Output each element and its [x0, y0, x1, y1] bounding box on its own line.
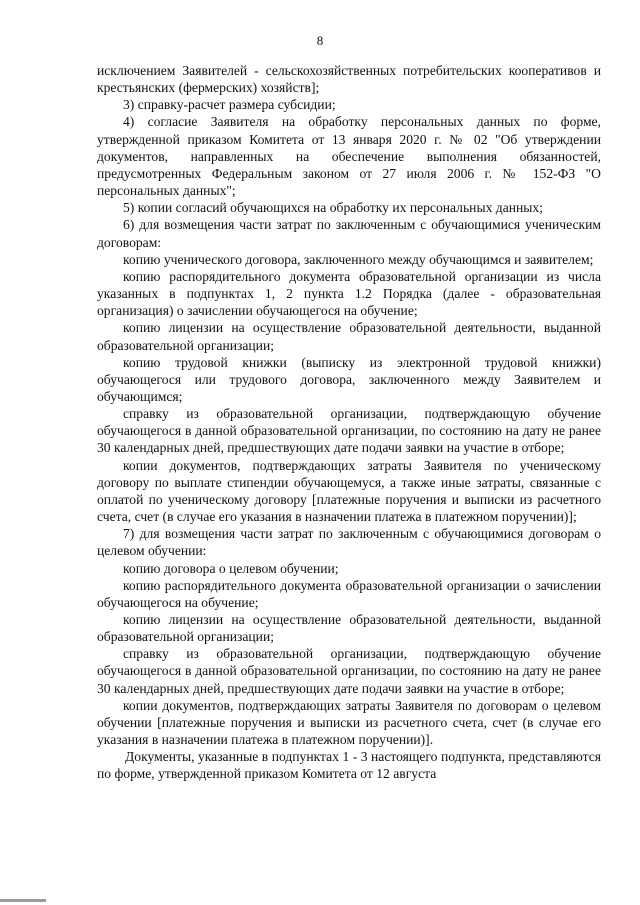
paragraph: 7) для возмещения части затрат по заключенным с обучающимися договорам о целевом обучении:	[97, 526, 601, 559]
paragraph: копии документов, подтверждающих затраты Заявителя по ученическому договору по выплате стипендии обучающемуся, а также иные затраты, связанные с оплатой по ученическому договору [платежные поручения и выписки из расчетного счета, счет (в случае его указания в назначении платежа в платежном поручении)];	[97, 457, 601, 525]
paragraph: 5) копии согласий обучающихся на обработку их персональных данных;	[123, 200, 543, 216]
paragraph: копию договора о целевом обучении;	[123, 560, 339, 576]
paragraph: Документы, указанные в подпунктах 1 - 3 настоящего подпункта, представляются по форме, утвержденной приказом Комитета от 12 августа	[97, 749, 601, 782]
paragraph: справку из образовательной организации, подтверждающую обучение обучающегося в данной образовательной организации, по состоянию на дату не ранее 30 календарных дней, предшествующих дате подачи заявки на участие в отборе;	[97, 646, 601, 696]
paragraph: справку из образовательной организации, подтверждающую обучение обучающегося в данной образовательной организации, по состоянию на дату не ранее 30 календарных дней, предшествующих дате подачи заявки на участие в отборе;	[97, 406, 601, 456]
paragraph: копию ученического договора, заключенного между обучающимся и заявителем;	[123, 251, 594, 267]
paragraph: копию распорядительного документа образовательной организации о зачислении обучающегося на обучение;	[97, 577, 601, 610]
paragraph: копию трудовой книжки (выписку из электронной трудовой книжки) обучающегося или трудового договора, заключенного между Заявителем и обучающимся;	[97, 354, 601, 404]
page-number: 8	[316, 33, 324, 48]
paragraph: 3) справку-расчет размера субсидии;	[123, 97, 336, 113]
paragraph: копию лицензии на осуществление образовательной деятельности, выданной образовательной организации;	[97, 320, 601, 353]
paragraph: копию распорядительного документа образовательной организации из числа указанных в подпунктах 1, 2 пункта 1.2 Порядка (далее - образовательная организация) о зачислении обучающегося на обучение;	[97, 268, 601, 319]
scan-edge-mark	[0, 899, 46, 902]
paragraph: копии документов, подтверждающих затраты Заявителя по договорам о целевом обучении [платежные поручения и выписки из расчетного счета, счет (в случае его указания в назначении платежа в платежном поручении)].	[97, 697, 601, 748]
paragraph: 4) согласие Заявителя на обработку персональных данных по форме, утвержденной приказом Комитета от 13 января 2020 г. № 02 "Об утверждении документов, направленных на обеспечение выполнения обязанностей, предусмотренных Федеральным законом от 27 июля 2006 г. № 152-ФЗ "О персональных данных";	[97, 114, 601, 199]
paragraph: 6) для возмещения части затрат по заключенным с обучающимися ученическим договорам:	[97, 217, 601, 250]
document-body	[97, 62, 601, 783]
paragraph: копию лицензии на осуществление образовательной деятельности, выданной образовательной организации;	[97, 612, 601, 645]
paragraph: исключением Заявителей - сельскохозяйственных потребительских кооперативов и крестьянских (фермерских) хозяйств];	[97, 63, 601, 96]
